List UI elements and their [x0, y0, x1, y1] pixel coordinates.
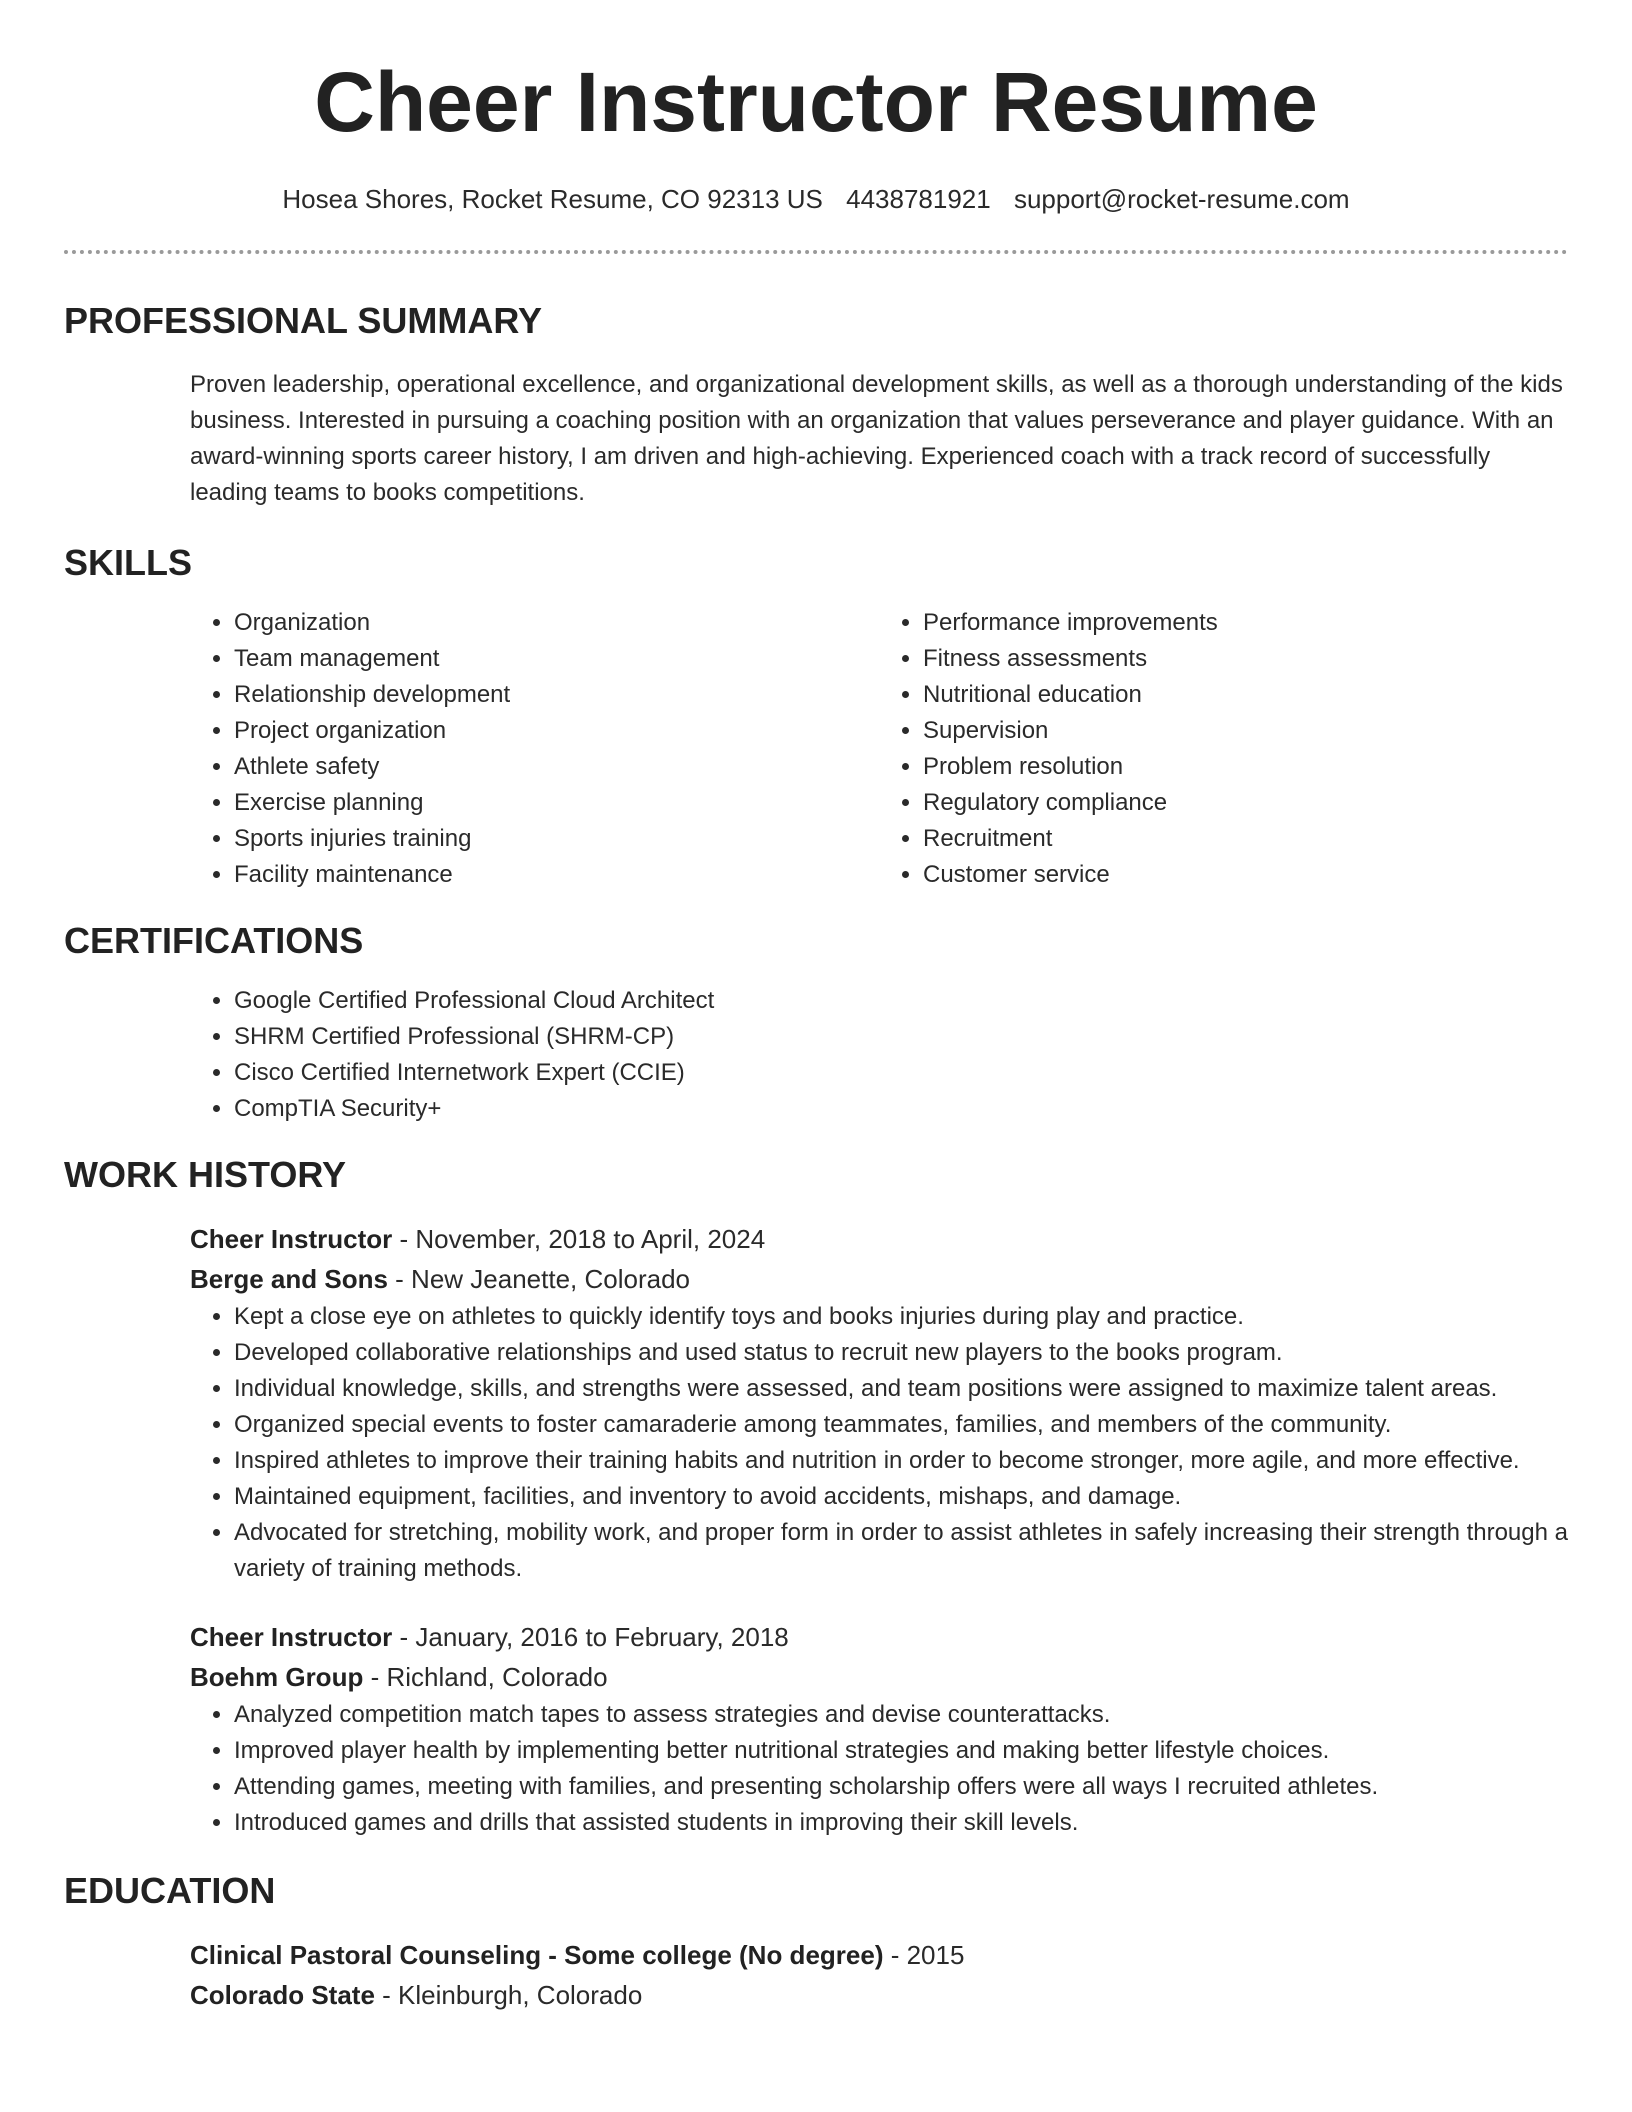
skill-item: • Organization [234, 605, 879, 641]
job-dates: - November, 2018 to April, 2024 [392, 1224, 766, 1254]
job-duty: • Advocated for stretching, mobility work, and proper form in order to assist athletes in safely increasing their strength through a variety of training methods. [234, 1515, 1568, 1587]
job-company: Berge and Sons [190, 1264, 388, 1294]
job-duty: • Developed collaborative relationships and used status to recruit new players to the books program. [234, 1335, 1568, 1371]
job-duty: • Kept a close eye on athletes to quickly identify toys and books injuries during play and practice. [234, 1299, 1568, 1335]
job-dates: - January, 2016 to February, 2018 [392, 1622, 789, 1652]
job-entry [190, 1219, 1568, 1587]
education-heading: EDUCATION [64, 1870, 276, 1911]
job-duty: • Introduced games and drills that assisted students in improving their skill levels. [234, 1805, 1568, 1841]
job-title-line [190, 1617, 1568, 1657]
job-duty: • Inspired athletes to improve their training habits and nutrition in order to become stronger, more agile, and more effective. [234, 1443, 1568, 1479]
skill-item: • Athlete safety [234, 749, 879, 785]
certifications-heading: CERTIFICATIONS [64, 920, 364, 961]
certification-item: • SHRM Certified Professional (SHRM-CP) [234, 1019, 1568, 1055]
education-school-line [190, 1975, 1568, 2015]
job-title: Cheer Instructor [190, 1622, 393, 1652]
contact-address: Hosea Shores, Rocket Resume, CO 92313 US [282, 184, 823, 214]
education-school: Colorado State [190, 1980, 375, 2010]
education-degree: Clinical Pastoral Counseling - Some college (No degree) [190, 1940, 884, 1970]
skill-item: • Recruitment [923, 821, 1568, 857]
job-title-line [190, 1219, 1568, 1259]
page-title: Cheer Instructor Resume [314, 55, 1318, 149]
skill-item: • Project organization [234, 713, 879, 749]
skills-heading: SKILLS [64, 542, 193, 583]
job-duty: • Analyzed competition match tapes to assess strategies and devise counterattacks. [234, 1697, 1568, 1733]
contact-email[interactable]: support@rocket-resume.com [1013, 184, 1350, 214]
job-company-line [190, 1259, 1568, 1299]
certification-item: • Cisco Certified Internetwork Expert (CCIE) [234, 1055, 1568, 1091]
job-duty: • Improved player health by implementing better nutritional strategies and making better lifestyle choices. [234, 1733, 1568, 1769]
skill-item: • Performance improvements [923, 605, 1568, 641]
skill-item: • Problem resolution [923, 749, 1568, 785]
education-location: - Kleinburgh, Colorado [374, 1980, 643, 2010]
skills-list-right [879, 605, 1568, 893]
job-duty: • Maintained equipment, facilities, and inventory to avoid accidents, mishaps, and damage. [234, 1479, 1568, 1515]
skills-columns [190, 605, 1568, 893]
skill-item: • Sports injuries training [234, 821, 879, 857]
job-duties-list [190, 1299, 1568, 1587]
skill-item: • Supervision [923, 713, 1568, 749]
skill-item: • Facility maintenance [234, 857, 879, 893]
job-duty: • Individual knowledge, skills, and strengths were assessed, and team positions were assigned to maximize talent areas. [234, 1371, 1568, 1407]
job-duties-list [190, 1697, 1568, 1841]
job-location: - Richland, Colorado [363, 1662, 608, 1692]
skill-item: • Regulatory compliance [923, 785, 1568, 821]
contact-phone: 4438781921 [846, 184, 991, 214]
contact-line [64, 182, 1568, 216]
certification-item: • Google Certified Professional Cloud Architect [234, 983, 1568, 1019]
job-duty: • Organized special events to foster camaraderie among teammates, families, and members of the community. [234, 1407, 1568, 1443]
summary-heading: PROFESSIONAL SUMMARY [64, 300, 543, 341]
job-company: Boehm Group [190, 1662, 364, 1692]
work-history-heading: WORK HISTORY [64, 1154, 347, 1195]
job-location: - New Jeanette, Colorado [387, 1264, 690, 1294]
summary-text: Proven leadership, operational excellence, and organizational development skills, as well as a thorough understanding of the kids business. Interested in pursuing a coaching position with an organization that values perseverance and player guidance. With an award-winning sports career history, I am driven and high-achieving. Experienced coach with a track record of successfully leading teams to books competitions. [190, 371, 1563, 506]
skill-item: • Customer service [923, 857, 1568, 893]
header-divider [64, 250, 1568, 254]
education-entry [190, 1935, 1568, 2015]
education-year: - 2015 [883, 1940, 965, 1970]
skill-item: • Exercise planning [234, 785, 879, 821]
job-entry [190, 1617, 1568, 1841]
job-company-line [190, 1657, 1568, 1697]
education-degree-line [190, 1935, 1568, 1975]
job-title: Cheer Instructor [190, 1224, 393, 1254]
certification-item: • CompTIA Security+ [234, 1091, 1568, 1127]
skill-item: • Team management [234, 641, 879, 677]
skill-item: • Fitness assessments [923, 641, 1568, 677]
skill-item: • Nutritional education [923, 677, 1568, 713]
certifications-list [190, 983, 1568, 1127]
skill-item: • Relationship development [234, 677, 879, 713]
skills-list-left [190, 605, 879, 893]
job-duty: • Attending games, meeting with families, and presenting scholarship offers were all ways I recruited athletes. [234, 1769, 1568, 1805]
certifications-body [190, 983, 1568, 1127]
